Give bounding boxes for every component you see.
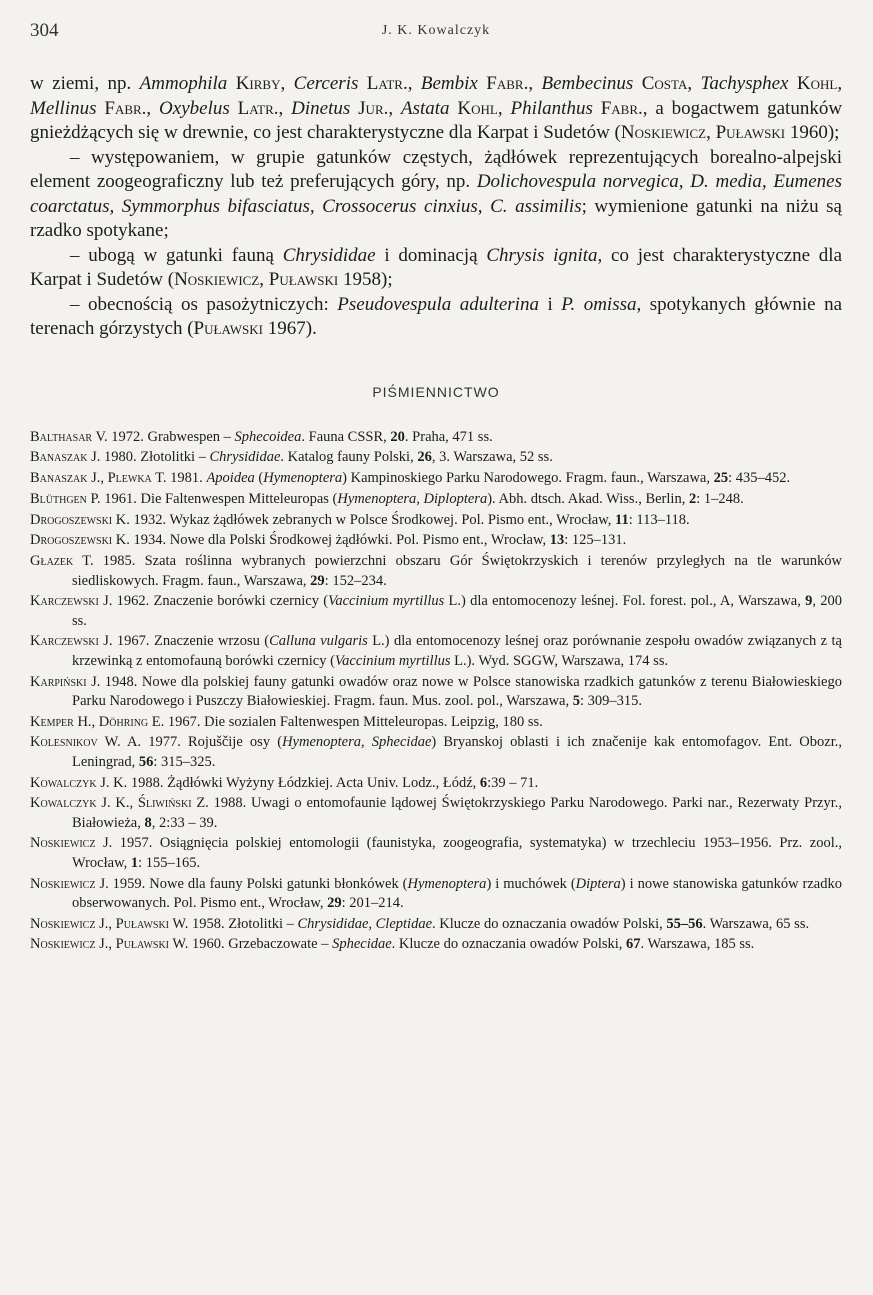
- reference-entry: Banaszak J., Plewka T. 1981. Apoidea (Hymenoptera) Kampinoskiego Parku Narodowego. Fragm. faun., Warszawa, 25: 435–452.: [30, 470, 791, 487]
- author-name: Latr: [237, 97, 274, 119]
- author-name: Noskiewicz: [30, 915, 96, 932]
- author-name: Śliwiński: [137, 795, 192, 812]
- bold-text: 2: [688, 490, 697, 507]
- author-name: Noskiewicz: [620, 122, 707, 143]
- bold-text: 26: [417, 449, 432, 466]
- italic-text: Hymenoptera, Diploptera: [337, 490, 488, 507]
- italic-text: Dinetus: [291, 97, 351, 119]
- italic-text: Bembecinus: [541, 73, 634, 94]
- author-name: Banaszak: [30, 449, 88, 466]
- italic-text: Chrysididae, Cleptidae: [297, 915, 433, 932]
- author-name: Fabr: [104, 97, 142, 119]
- italic-text: Tachysphex: [700, 73, 789, 94]
- italic-text: Sphecoidea: [234, 428, 302, 445]
- author-name: Kolesnikov: [30, 734, 98, 751]
- reference-entry: Kemper H., Döhring E. 1967. Die sozialen Faltenwespen Mitteleuropas. Leipzig, 180 ss.: [30, 713, 543, 730]
- reference-entry: Kowalczyk J. K. 1988. Żądłówki Wyżyny Łódzkiej. Acta Univ. Lodz., Łódź, 6:39 – 71.: [30, 774, 539, 791]
- italic-text: Apoidea: [206, 470, 255, 487]
- author-name: Puławski: [115, 915, 169, 932]
- bold-text: 25: [713, 470, 729, 487]
- author-name: Karczewski: [30, 633, 99, 650]
- reference-entry: Kolesnikov W. A. 1977. Rojuščije osy (Hymenoptera, Sphecidae) Bryanskoj oblasti i ich značenije kak entomofagov. Ent. Obozr., Leningrad, 56: 315–325.: [30, 734, 842, 770]
- paragraph: – ubogą w gatunki fauną Chrysididae i dominacją Chrysis ignita, co jest charakterystyczne dla Karpat i Sudetów (Noskiewicz, Puławski 1958);: [30, 244, 843, 290]
- bold-text: 1: [130, 854, 139, 871]
- author-name: Drogoszewski: [30, 511, 113, 528]
- bold-text: 67: [626, 936, 641, 953]
- italic-text: Hymenoptera, Sphecidae: [282, 734, 432, 751]
- italic-text: Calluna vulgaris: [269, 633, 368, 650]
- italic-text: Pseudovespula adulterina: [337, 293, 539, 315]
- reference-entry: Kowalczyk J. K., Śliwiński Z. 1988. Uwagi o entomofaunie lądowej Świętokrzyskiego Parku Narodowego. Parki nar., Rezerwaty Przyr., Białowieża, 8, 2:33 – 39.: [30, 795, 842, 831]
- italic-text: Astata: [400, 97, 450, 119]
- author-name: Puławski: [115, 936, 169, 953]
- bold-text: 29: [310, 572, 325, 589]
- bold-text: 8: [144, 814, 152, 831]
- author-name: Kemper: [30, 713, 74, 730]
- author-name: Latr: [366, 73, 403, 94]
- author-name: Drogoszewski: [30, 532, 113, 549]
- author-name: Fabr: [486, 73, 524, 94]
- author-name: Fabr: [600, 97, 639, 119]
- italic-text: Dolichovespula norvegica, D. media, Eumenes coarctatus, Symmorphus bifasciatus, Crossocerus cinxius, C. assimilis: [30, 171, 842, 217]
- reference-entry: Karczewski J. 1962. Znaczenie borówki czernicy (Vaccinium myrtillus L.) dla entomocenozy leśnej. Fol. forest. pol., A, Warszawa, 9, 200 ss.: [30, 593, 843, 629]
- body-text: [30, 72, 842, 342]
- reference-entry: Karpiński J. 1948. Nowe dla polskiej fauny gatunki owadów oraz nowe w Polsce stanowiska rzadkich gatunków z terenu Białowieskiego Parku Narodowego i Puszczy Białowieskiej. Fragm. faun. Mus. zool. pol., Warszawa, 5: 309–315.: [30, 673, 842, 709]
- bold-text: 13: [549, 532, 565, 549]
- bold-text: 11: [615, 511, 629, 528]
- reference-entry: Drogoszewski K. 1932. Wykaz żądłówek zebranych w Polsce Środkowej. Pol. Pismo ent., Wrocław, 11: 113–118.: [30, 511, 690, 528]
- bold-text: 29: [327, 894, 342, 911]
- italic-text: Chrysididae: [282, 244, 376, 266]
- author-name: Jur: [358, 97, 384, 119]
- reference-entry: Noskiewicz J. 1959. Nowe dla fauny Polski gatunki błonkówek (Hymenoptera) i muchówek (Diptera) i nowe stanowiska gatunków rzadko obserwowanych. Pol. Pismo ent., Wrocław, 29: 201–214.: [30, 875, 842, 911]
- reference-entry: Balthasar V. 1972. Grabwespen – Sphecoidea. Fauna CSSR, 20. Praha, 471 ss.: [30, 428, 493, 445]
- author-name: Karczewski: [30, 593, 99, 610]
- italic-text: P. omissa: [561, 293, 637, 315]
- bold-text: 6: [479, 774, 488, 791]
- author-name: Puławski: [715, 122, 786, 143]
- author-name: Blüthgen: [30, 490, 87, 507]
- reference-entry: Noskiewicz J. 1957. Osiągnięcia polskiej entomologii (faunistyka, zoogeografia, systematyka) w trzechleciu 1953–1956. Prz. zool., Wrocław, 1: 155–165.: [30, 835, 842, 871]
- author-name: Noskiewicz: [174, 269, 260, 290]
- author-name: Banaszak: [30, 470, 88, 487]
- reference-entry: Noskiewicz J., Puławski W. 1960. Grzebaczowate – Sphecidae. Klucze do oznaczania owadów Polski, 67. Warszawa, 185 ss.: [30, 936, 755, 953]
- bold-text: 5: [572, 692, 580, 709]
- italic-text: Mellinus: [30, 97, 97, 119]
- author-name: Plewka: [107, 470, 152, 487]
- author-name: Puławski: [193, 318, 264, 339]
- section-title: PIŚMIENNICTWO: [372, 383, 500, 400]
- author-name: Karpiński: [30, 673, 87, 690]
- author-name: Kohl: [796, 73, 838, 94]
- author-name: Döhring: [98, 713, 149, 730]
- page-number: 304: [30, 20, 59, 41]
- author-name: Głazek: [30, 553, 74, 570]
- italic-text: Bembix: [420, 73, 478, 94]
- italic-text: Ammophila: [139, 73, 228, 94]
- author-name: Noskiewicz: [30, 936, 96, 953]
- document-page: [30, 20, 842, 956]
- author-name: Noskiewicz: [30, 875, 96, 892]
- italic-text: Vaccinium myrtillus: [334, 652, 451, 669]
- italic-text: Hymenoptera: [263, 470, 343, 487]
- italic-text: Chrysididae: [209, 449, 281, 466]
- italic-text: Vaccinium myrtillus: [328, 593, 445, 610]
- bold-text: 20: [390, 428, 405, 445]
- author-name: Kirby: [235, 73, 281, 94]
- reference-entry: Drogoszewski K. 1934. Nowe dla Polski Środkowej żądłówki. Pol. Pismo ent., Wrocław, 13: 125–131.: [30, 532, 627, 549]
- reference-entry: Noskiewicz J., Puławski W. 1958. Złotolitki – Chrysididae, Cleptidae. Klucze do oznaczania owadów Polski, 55–56. Warszawa, 65 ss.: [30, 915, 810, 932]
- page-header: [30, 20, 842, 60]
- bold-text: 9: [805, 593, 813, 610]
- italic-text: Diptera: [575, 875, 621, 892]
- reference-entry: Karczewski J. 1967. Znaczenie wrzosu (Calluna vulgaris L.) dla entomocenozy leśnej oraz porównanie zespołu owadów związanych z tą krzewinką z entomofauną borówki czernicy (Vaccinium myrtillus L.). Wyd. SGGW, Warszawa, 174 ss.: [30, 633, 842, 669]
- author-name: Noskiewicz: [30, 835, 96, 852]
- author-name: Puławski: [268, 269, 339, 290]
- italic-text: Oxybelus: [159, 97, 230, 119]
- author-name: Kowalczyk: [30, 774, 97, 791]
- reference-list: [30, 428, 842, 955]
- paragraph: – występowaniem, w grupie gatunków częstych, żądłówek reprezentujących borealno-alpejski element zoogeograficzny lub też preferujących góry, np. Dolichovespula norvegica, D. media, Eumenes coarctatus, Symmorphus bifasciatus, Crossocerus cinxius, C. assimilis; wymienione gatunki na niżu są rzadko spotykane;: [30, 146, 842, 241]
- reference-entry: Blüthgen P. 1961. Die Faltenwespen Mitteleuropas (Hymenoptera, Diploptera). Abh. dtsch. Akad. Wiss., Berlin, 2: 1–248.: [30, 490, 744, 507]
- author-name: Costa: [641, 73, 688, 94]
- italic-text: Cerceris: [293, 73, 359, 94]
- paragraph: w ziemi, np. Ammophila Kirby, Cerceris Latr., Bembix Fabr., Bembecinus Costa, Tachysphex Kohl, Mellinus Fabr., Oxybelus Latr., Dinetus Jur., Astata Kohl, Philanthus Fabr., a bogactwem gatunków gnieżdżących się w drewnie, co jest charakterystyczne dla Karpat i Sudetów (Noskiewicz, Puławski 1960);: [30, 73, 843, 143]
- bold-text: 55–56: [666, 915, 703, 932]
- italic-text: Chrysis ignita: [486, 244, 598, 266]
- reference-entry: Głazek T. 1985. Szata roślinna wybranych powierzchni obszaru Gór Świętokrzyskich i terenów przyległych na tle warunków siedliskowych. Fragm. faun., Warszawa, 29: 152–234.: [30, 553, 842, 589]
- italic-text: Sphecidae: [332, 936, 392, 953]
- author-name: Balthasar: [30, 428, 93, 445]
- bold-text: 56: [138, 753, 154, 770]
- author-name: Kohl: [457, 97, 498, 119]
- paragraph: – obecnością os pasożytniczych: Pseudovespula adulterina i P. omissa, spotykanych głównie na terenach górzystych (Puławski 1967).: [30, 293, 842, 339]
- author-name: Kowalczyk: [30, 795, 97, 812]
- running-title: J. K. Kowalczyk: [381, 23, 491, 38]
- reference-entry: Banaszak J. 1980. Złotolitki – Chrysididae. Katalog fauny Polski, 26, 3. Warszawa, 52 ss.: [30, 449, 553, 466]
- italic-text: Hymenoptera: [407, 875, 487, 892]
- italic-text: Philanthus: [510, 97, 593, 119]
